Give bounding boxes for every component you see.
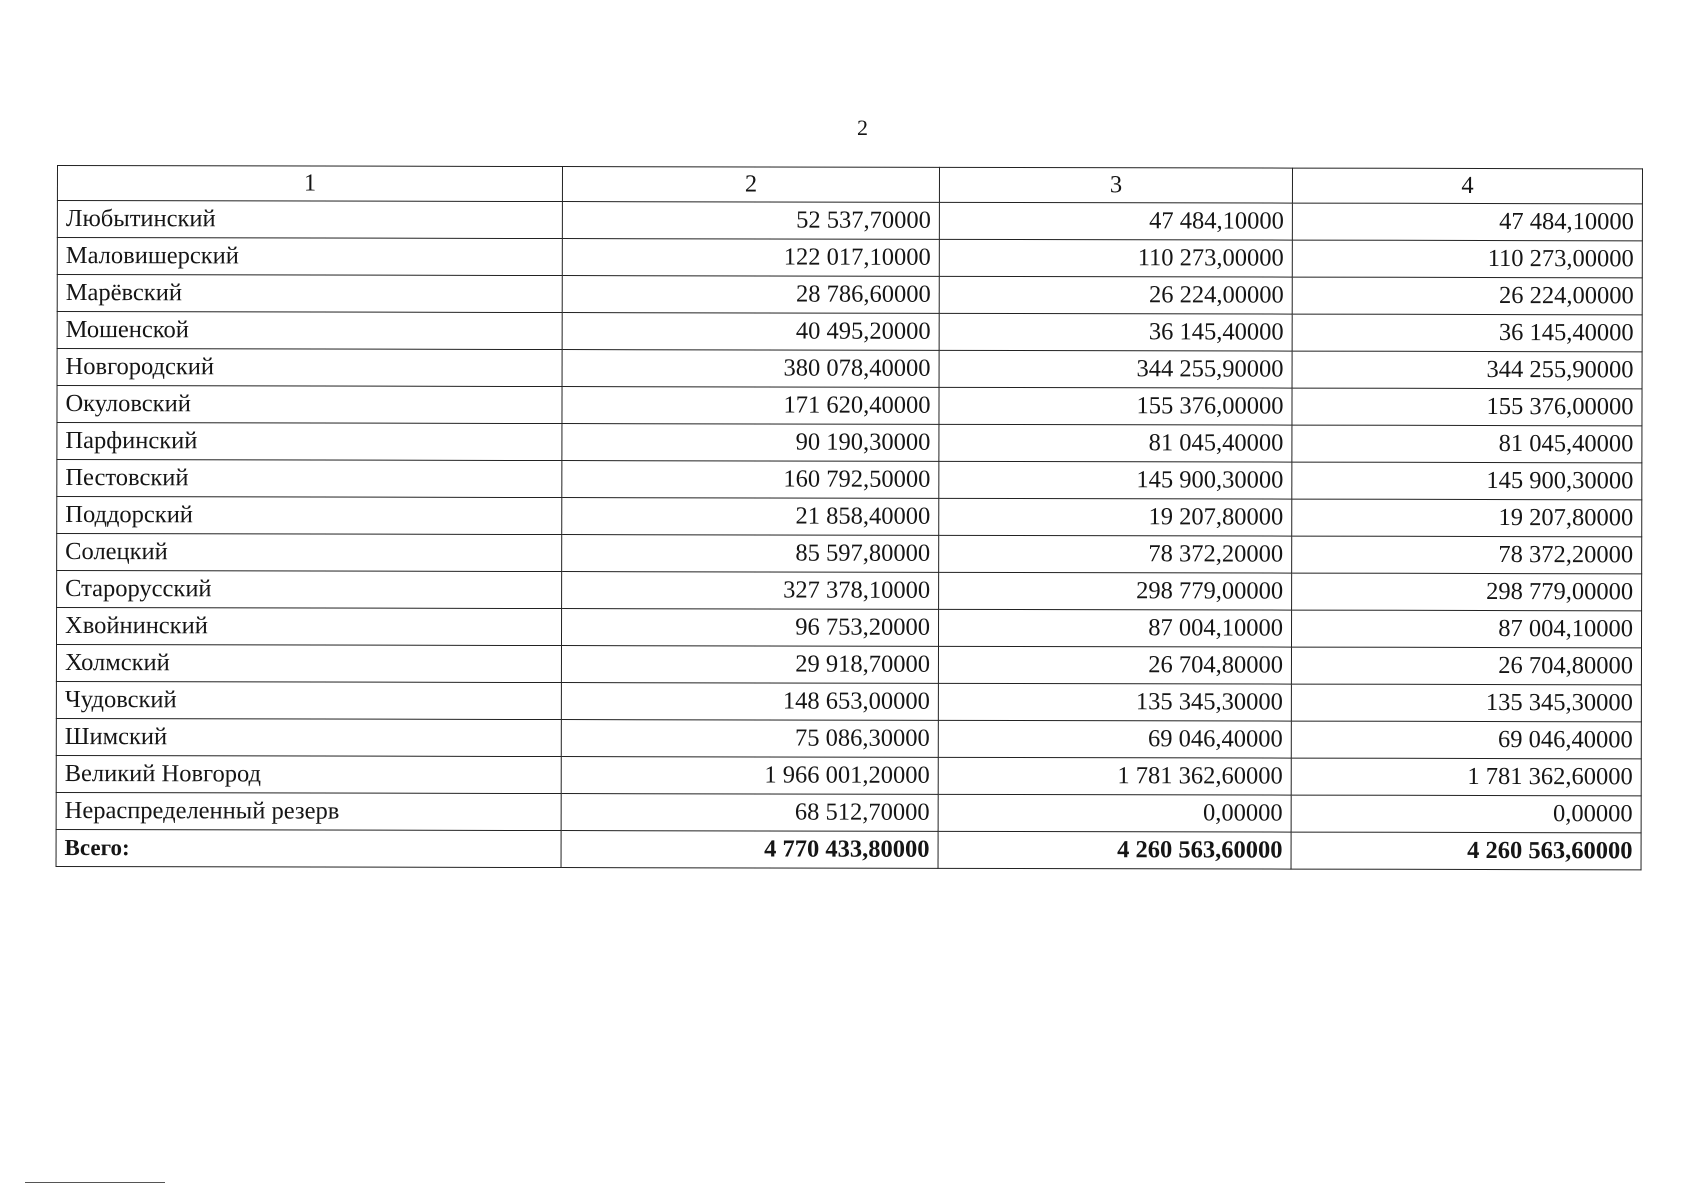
district-name: Поддорский	[57, 497, 562, 535]
total-row	[56, 829, 1641, 869]
table-row	[56, 681, 1641, 721]
value-col-4: 26 704,80000	[1291, 647, 1641, 685]
district-name: Мошенской	[57, 312, 562, 350]
value-col-4: 36 145,40000	[1292, 314, 1642, 352]
table-row	[56, 792, 1641, 832]
value-col-2: 68 512,70000	[561, 794, 938, 832]
district-name: Новгородский	[57, 349, 562, 387]
district-name: Чудовский	[56, 681, 561, 719]
value-col-4: 47 484,10000	[1292, 203, 1642, 241]
value-col-3: 81 045,40000	[939, 424, 1292, 462]
value-col-3: 298 779,00000	[939, 572, 1292, 610]
value-col-3: 26 224,00000	[939, 276, 1292, 314]
value-col-3: 69 046,40000	[938, 720, 1291, 758]
district-name: Холмский	[56, 645, 561, 683]
district-name: Пестовский	[57, 460, 562, 498]
value-col-2: 28 786,60000	[562, 276, 939, 314]
table-row	[57, 312, 1642, 352]
value-col-4: 78 372,20000	[1292, 536, 1642, 574]
value-col-4: 145 900,30000	[1292, 462, 1642, 500]
value-col-4: 69 046,40000	[1291, 721, 1641, 759]
value-col-2: 380 078,40000	[562, 350, 939, 388]
value-col-4: 298 779,00000	[1292, 573, 1642, 611]
district-name: Парфинский	[57, 423, 562, 461]
table-row	[57, 201, 1642, 241]
value-col-4: 155 376,00000	[1292, 388, 1642, 426]
district-name: Старорусский	[57, 571, 562, 609]
value-col-2: 29 918,70000	[561, 646, 938, 684]
value-col-4: 0,00000	[1291, 795, 1641, 833]
district-name: Марёвский	[57, 275, 562, 313]
total-col-3: 4 260 563,60000	[938, 831, 1291, 869]
value-col-3: 1 781 362,60000	[938, 757, 1291, 795]
column-header-1: 1	[57, 166, 562, 202]
value-col-3: 145 900,30000	[939, 461, 1292, 499]
district-name: Солецкий	[57, 534, 562, 572]
value-col-4: 1 781 362,60000	[1291, 758, 1641, 796]
value-col-4: 110 273,00000	[1292, 240, 1642, 278]
value-col-3: 155 376,00000	[939, 387, 1292, 425]
value-col-2: 52 537,70000	[562, 202, 939, 240]
value-col-3: 87 004,10000	[938, 609, 1291, 647]
column-header-3: 3	[939, 167, 1292, 203]
value-col-4: 26 224,00000	[1292, 277, 1642, 315]
table-row	[57, 386, 1642, 426]
district-name: Маловишерский	[57, 238, 562, 276]
value-col-4: 135 345,30000	[1291, 684, 1641, 722]
district-name: Окуловский	[57, 386, 562, 424]
district-name: Любытинский	[57, 201, 562, 239]
value-col-4: 19 207,80000	[1292, 499, 1642, 537]
column-header-2: 2	[562, 167, 939, 203]
value-col-2: 75 086,30000	[561, 720, 938, 758]
value-col-2: 1 966 001,20000	[561, 757, 938, 795]
value-col-2: 40 495,20000	[562, 313, 939, 351]
district-name: Нераспределенный резерв	[56, 792, 561, 830]
value-col-2: 171 620,40000	[562, 387, 939, 425]
table-row	[56, 645, 1641, 685]
value-col-4: 344 255,90000	[1292, 351, 1642, 389]
value-col-4: 87 004,10000	[1291, 610, 1641, 648]
value-col-3: 36 145,40000	[939, 313, 1292, 351]
table-row	[57, 423, 1642, 463]
table-row	[57, 534, 1642, 574]
table-row	[57, 497, 1642, 537]
value-col-3: 135 345,30000	[938, 683, 1291, 721]
value-col-3: 26 704,80000	[938, 646, 1291, 684]
value-col-2: 96 753,20000	[561, 609, 938, 647]
page-number: 2	[857, 115, 868, 140]
total-col-4: 4 260 563,60000	[1291, 832, 1641, 870]
value-col-2: 21 858,40000	[562, 498, 939, 536]
allocation-table	[56, 165, 1643, 870]
table-row	[56, 718, 1641, 758]
value-col-3: 110 273,00000	[939, 239, 1292, 277]
district-name: Шимский	[56, 718, 561, 756]
value-col-4: 81 045,40000	[1292, 425, 1642, 463]
table-row	[57, 275, 1642, 315]
value-col-3: 344 255,90000	[939, 350, 1292, 388]
table-row	[57, 571, 1642, 611]
value-col-2: 148 653,00000	[561, 683, 938, 721]
table-row	[56, 608, 1641, 648]
value-col-2: 122 017,10000	[562, 239, 939, 277]
value-col-2: 90 190,30000	[562, 424, 939, 462]
value-col-3: 47 484,10000	[939, 202, 1292, 240]
value-col-3: 78 372,20000	[939, 535, 1292, 573]
table-row	[57, 238, 1642, 278]
value-col-2: 327 378,10000	[562, 572, 939, 610]
column-header-4: 4	[1292, 168, 1642, 204]
value-col-3: 0,00000	[938, 794, 1291, 832]
table-row	[56, 755, 1641, 795]
table-header-row	[57, 166, 1642, 204]
allocation-table-wrapper	[56, 165, 1642, 870]
value-col-3: 19 207,80000	[939, 498, 1292, 536]
value-col-2: 85 597,80000	[562, 535, 939, 573]
table-row	[57, 349, 1642, 389]
total-col-2: 4 770 433,80000	[561, 831, 938, 869]
value-col-2: 160 792,50000	[562, 461, 939, 499]
footnote-divider	[25, 1182, 165, 1183]
district-name: Великий Новгород	[56, 755, 561, 793]
table-row	[57, 460, 1642, 500]
district-name: Хвойнинский	[56, 608, 561, 646]
total-label: Всего:	[56, 829, 561, 867]
